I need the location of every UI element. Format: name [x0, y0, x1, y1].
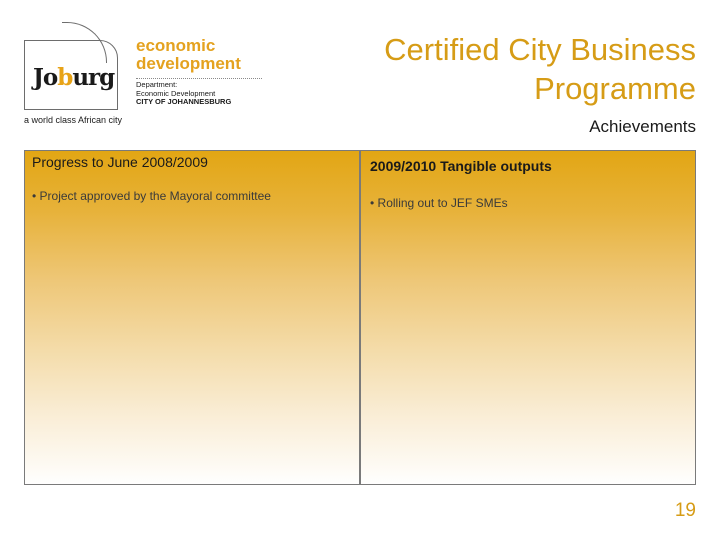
department-details: [136, 81, 231, 107]
joburg-logo: [33, 64, 114, 91]
logo-wordmark-mid: b: [57, 64, 73, 91]
department-title-line1: economic: [136, 36, 216, 55]
outputs-panel: [360, 150, 696, 485]
slide-title-line1: Certified City Business: [384, 32, 696, 67]
page-number: 19: [674, 500, 696, 521]
outputs-heading: 2009/2010 Tangible outputs: [370, 158, 552, 174]
department-divider: [136, 78, 262, 79]
department-title-line2: development: [136, 54, 241, 73]
department-label: Department:: [136, 80, 178, 89]
logo-wordmark-pre: Jo: [33, 64, 58, 91]
joburg-logo-arc: [62, 22, 107, 63]
progress-heading: Progress to June 2008/2009: [32, 154, 208, 170]
department-name: Economic Development: [136, 88, 216, 98]
department-city: CITY OF JOHANNESBURG: [136, 97, 232, 106]
progress-panel: [24, 150, 360, 485]
outputs-bullet: • Rolling out to JEF SMEs: [370, 196, 508, 210]
slide-title: [296, 30, 696, 108]
slide-title-line2: Programme: [534, 71, 696, 106]
logo-tagline: a world class African city: [24, 115, 123, 125]
progress-bullet: • Project approved by the Mayoral committee: [32, 189, 271, 203]
department-title: [136, 37, 241, 73]
slide-subtitle: Achievements: [589, 117, 696, 136]
logo-wordmark-post: urg: [72, 64, 115, 91]
